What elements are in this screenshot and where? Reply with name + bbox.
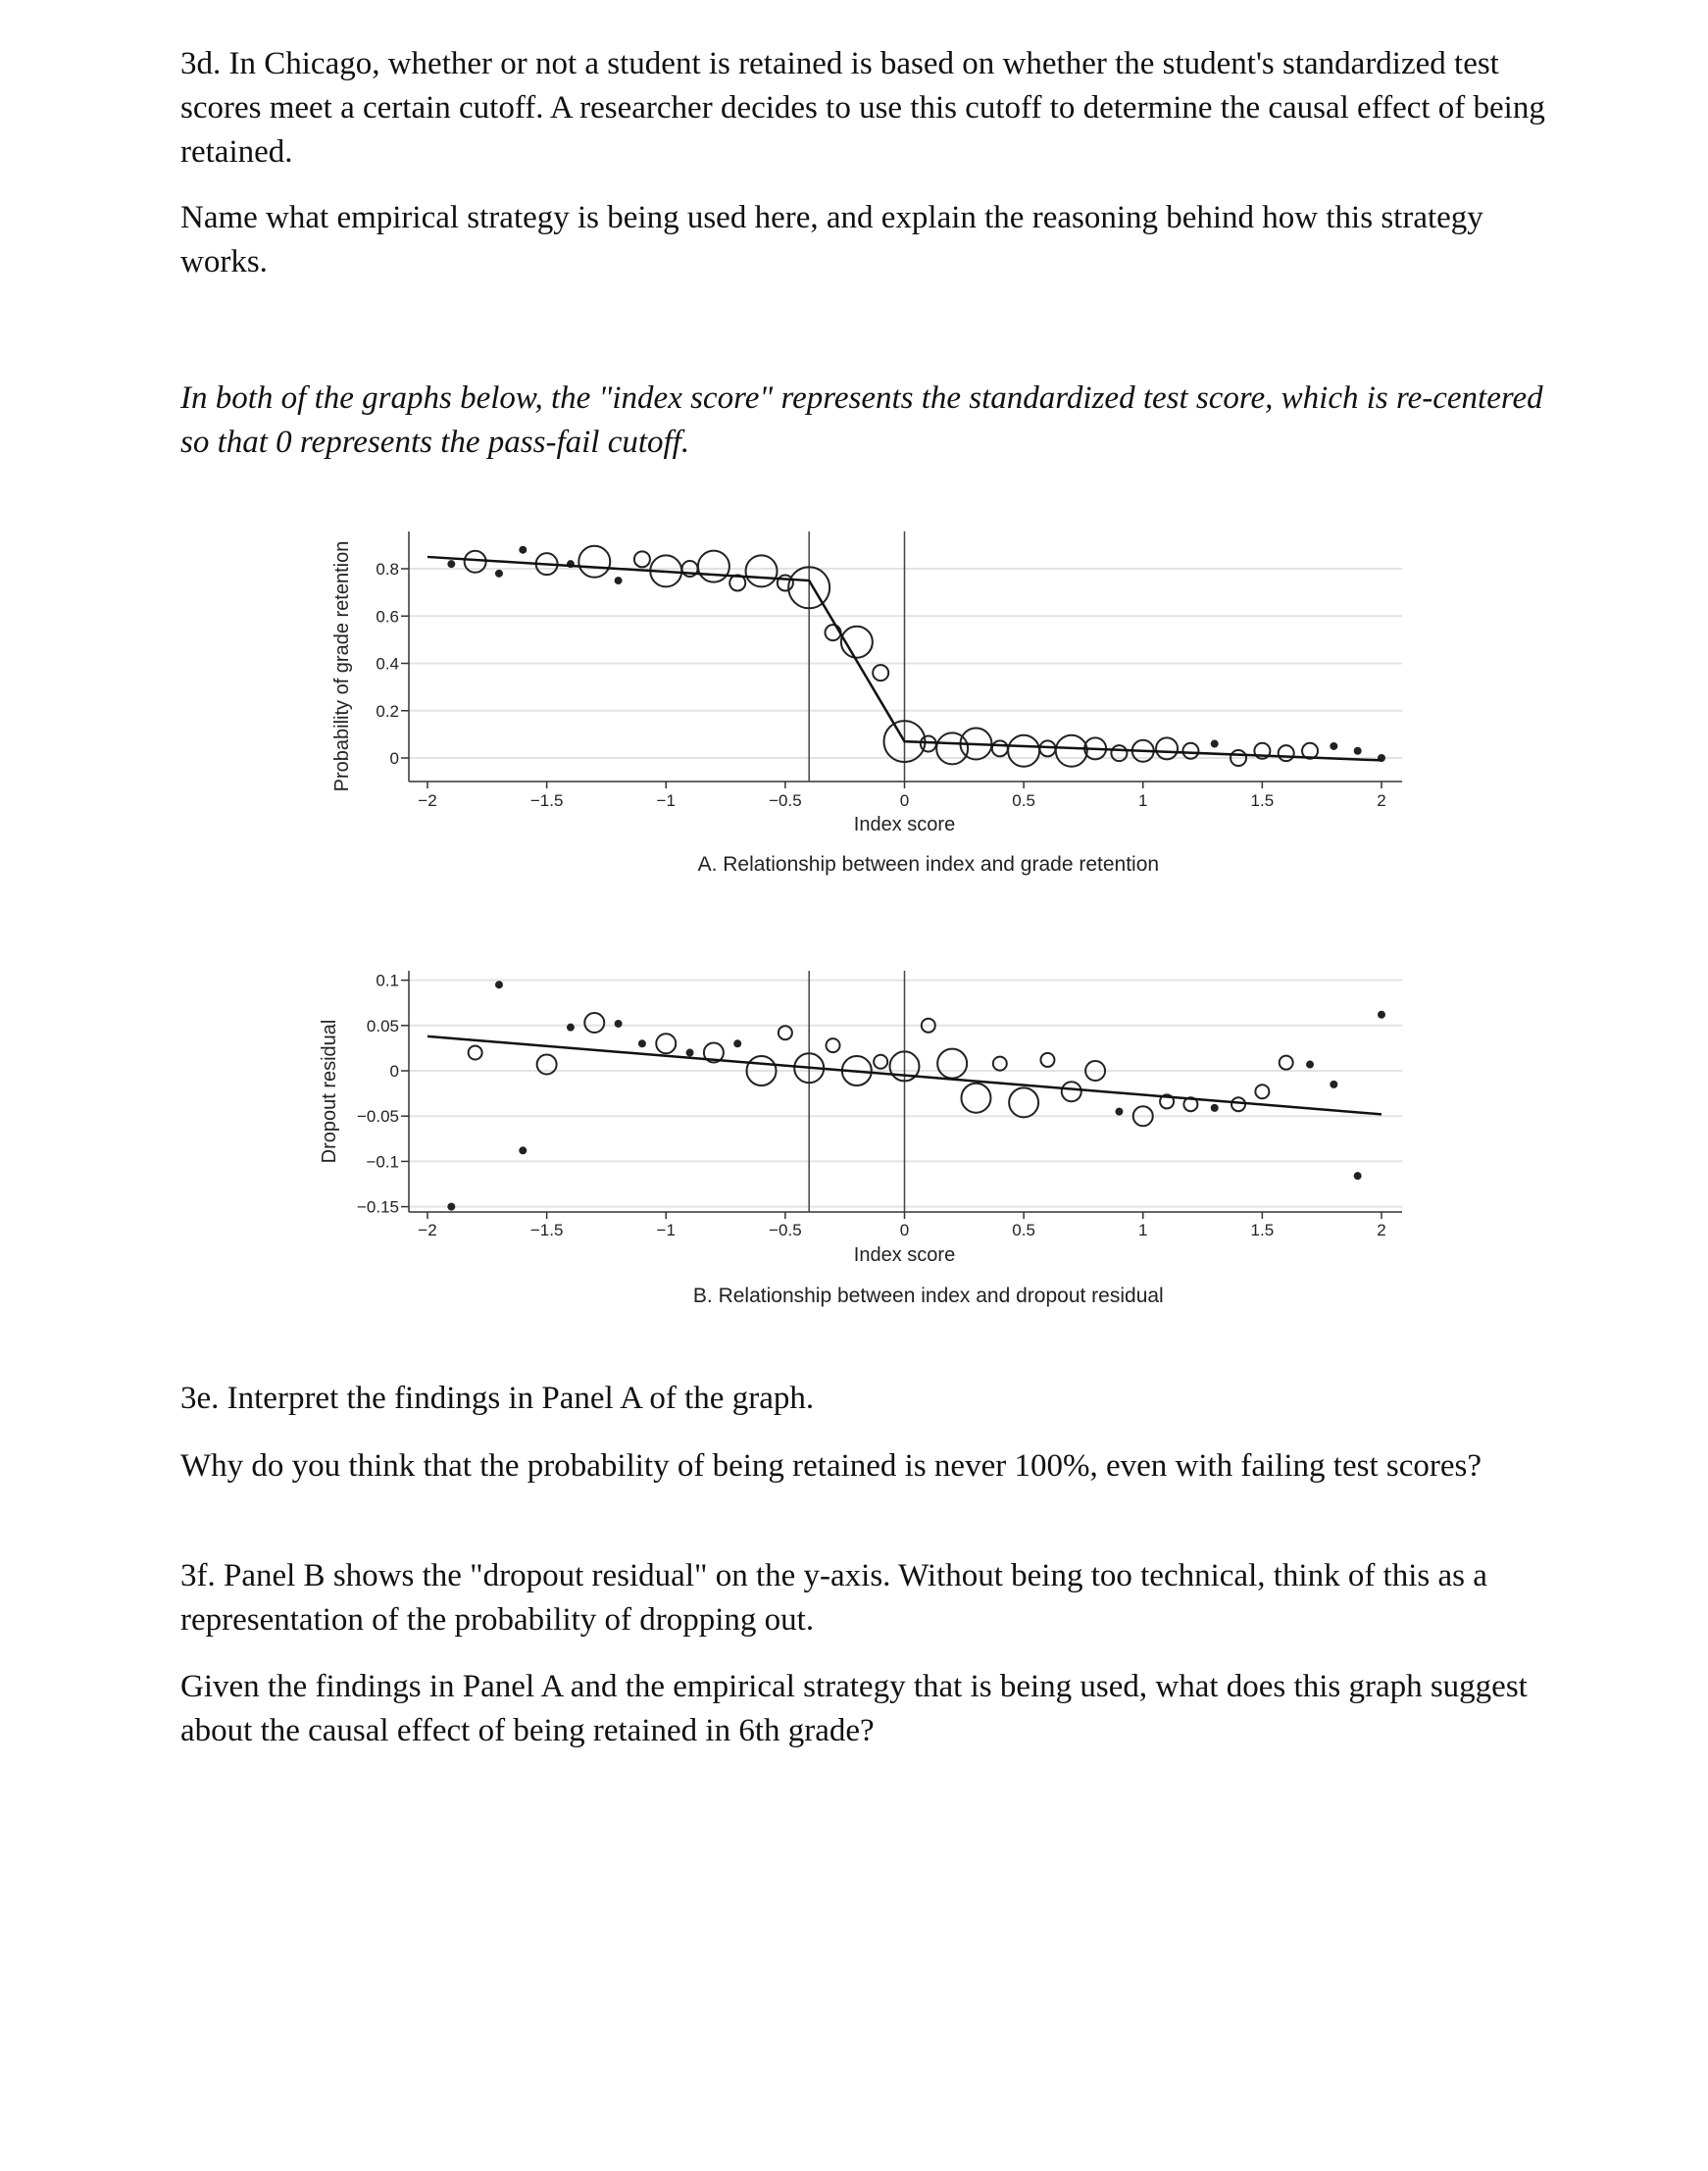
y-tick-label: 0.05: [366, 1016, 399, 1035]
data-point: [616, 1021, 622, 1027]
data-point: [827, 1038, 840, 1052]
data-point: [496, 982, 502, 987]
y-tick-label: 0.1: [376, 971, 399, 990]
x-tick-label: 0: [899, 1221, 910, 1239]
y-tick-label: 0.4: [376, 654, 399, 674]
x-tick-label: 2: [1377, 1221, 1386, 1239]
panel-b-chart: [314, 941, 1412, 1324]
data-point: [1062, 1082, 1081, 1101]
data-point: [448, 1204, 454, 1210]
data-point: [734, 1040, 740, 1046]
y-tick-label: −0.1: [366, 1152, 399, 1172]
data-point: [496, 571, 502, 577]
data-point: [746, 555, 778, 586]
data-point: [1307, 1062, 1313, 1068]
data-point: [1379, 1012, 1384, 1018]
data-point: [826, 625, 841, 640]
question-3f-question: Given the findings in Panel A and the empirical strategy that is being used, what does this graph suggest about the causal effect of being retained in 6th grade?: [180, 1669, 1528, 1748]
data-point: [1355, 748, 1361, 754]
x-tick-label: −1: [656, 1221, 676, 1239]
x-tick-label: 0.5: [1012, 1221, 1035, 1239]
data-point: [520, 1147, 526, 1153]
x-tick-label: −2: [418, 791, 437, 810]
x-tick-label: 0.5: [1012, 791, 1035, 810]
question-3d-question: Name what empirical strategy is being used here, and explain the reasoning behind how this strategy works.: [180, 200, 1483, 279]
data-point: [1182, 743, 1198, 759]
data-point: [616, 578, 622, 583]
data-point: [874, 1055, 887, 1069]
data-point: [1156, 737, 1178, 759]
x-tick-label: −1.5: [529, 791, 564, 810]
x-tick-label: 2: [1377, 791, 1386, 810]
data-point: [448, 561, 454, 567]
x-tick-label: 1.5: [1250, 1221, 1275, 1239]
data-point: [1009, 1087, 1038, 1117]
x-tick-label: 1: [1138, 791, 1148, 810]
data-point: [578, 546, 610, 578]
data-point: [1231, 1097, 1245, 1111]
x-tick-label: −1.5: [529, 1221, 564, 1239]
data-point: [1116, 1109, 1122, 1115]
data-point: [568, 1025, 574, 1031]
data-point: [1212, 1105, 1218, 1111]
y-axis-label: Probability of grade retention: [331, 540, 353, 792]
data-point: [1331, 743, 1336, 749]
x-tick-label: −0.5: [769, 1221, 802, 1239]
data-point: [992, 740, 1008, 756]
graph-note: In both of the graphs below, the "index score" represents the standardized test score, which is re-centered so that 0 represents the pass-fail cutoff.: [180, 380, 1543, 460]
data-point: [873, 665, 888, 681]
data-point: [1355, 1173, 1361, 1179]
chart-title: B. Relationship between index and dropout residual: [692, 1285, 1164, 1307]
y-tick-label: −0.15: [356, 1197, 399, 1217]
data-point: [1255, 1085, 1269, 1098]
x-tick-label: −1: [656, 791, 676, 810]
x-tick-label: 0: [899, 791, 910, 810]
data-point: [634, 551, 650, 567]
y-tick-label: 0.6: [376, 607, 399, 627]
y-tick-label: 0: [389, 749, 399, 768]
y-tick-label: 0.8: [376, 560, 399, 579]
question-3f-prompt: 3f. Panel B shows the "dropout residual" on the y-axis. Without being too technical, think of this as a representation of the probability of dropping out.: [180, 1558, 1487, 1638]
data-point: [779, 1026, 792, 1039]
data-point: [639, 1040, 645, 1046]
data-point: [1040, 1053, 1054, 1067]
x-axis-label: Index score: [853, 1244, 956, 1266]
data-point: [469, 1046, 482, 1060]
data-point: [1056, 735, 1087, 767]
question-3e-prompt: 3e. Interpret the findings in Panel A of the graph.: [180, 1381, 815, 1416]
chart-title: A. Relationship between index and grade retention: [697, 853, 1160, 876]
question-3e-question: Why do you think that the probability of being retained is never 100%, even with failing test scores?: [180, 1448, 1482, 1484]
x-tick-label: 1: [1138, 1221, 1148, 1239]
data-point: [937, 1049, 967, 1079]
data-point: [1331, 1082, 1336, 1087]
data-point: [698, 551, 729, 582]
data-point: [656, 1034, 676, 1053]
data-point: [687, 1050, 693, 1056]
y-axis-label: Dropout residual: [319, 1019, 340, 1164]
y-tick-label: −0.05: [356, 1107, 399, 1127]
y-tick-label: 0: [389, 1062, 399, 1081]
data-point: [1008, 735, 1039, 767]
data-point: [1280, 1056, 1293, 1070]
data-point: [520, 547, 526, 553]
x-tick-label: −2: [418, 1221, 437, 1239]
data-point: [1212, 741, 1218, 747]
x-axis-label: Index score: [853, 814, 956, 835]
x-tick-label: −0.5: [769, 791, 802, 810]
question-3d-prompt: 3d. In Chicago, whether or not a student is retained is based on whether the student's standardized test scores meet a certain cutoff. A researcher decides to use this cutoff to determine the causal effect of being retained.: [180, 46, 1545, 170]
data-point: [993, 1057, 1007, 1071]
data-point: [961, 1084, 990, 1113]
y-tick-label: 0.2: [376, 701, 399, 721]
data-point: [936, 732, 968, 764]
x-tick-label: 1.5: [1250, 791, 1275, 810]
data-point: [584, 1013, 604, 1033]
panel-a-chart: [314, 490, 1412, 892]
